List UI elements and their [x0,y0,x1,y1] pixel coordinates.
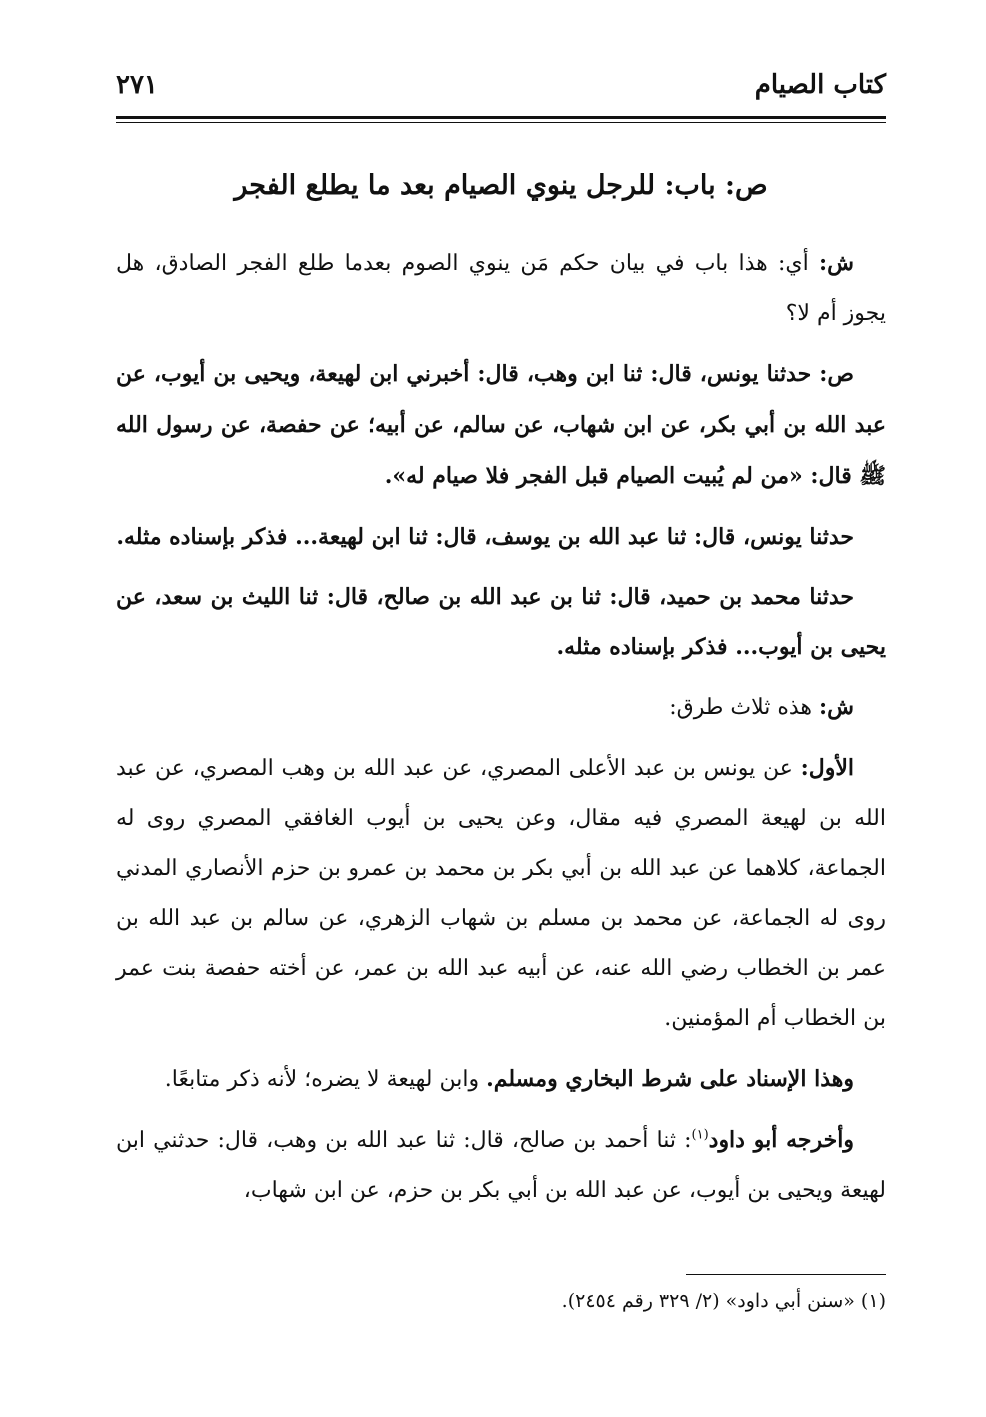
chapter-heading: ص: باب: للرجل ينوي الصيام بعد ما يطلع الفجر [234,170,768,201]
paragraph-lead: الأول: [800,755,854,781]
footnote-separator [686,1274,886,1275]
paragraph-text: أي: هذا باب في بيان حكم مَن ينوي الصوم بعدما طلع الفجر الصادق، هل يجوز أم لا؟ [116,251,886,326]
paragraph [116,512,886,562]
running-header [116,62,886,116]
paragraph-lead: وأخرجه أبو داود [708,1127,854,1153]
paragraph-lead: ش: [819,694,854,720]
book-page [116,62,886,1382]
paragraph [116,1115,886,1216]
body-text [116,238,886,1226]
footnote: (١) «سنن أبي داود» (٢/ ٣٢٩ رقم ٢٤٥٤). [561,1290,886,1312]
book-title: كتاب الصيام [754,70,886,100]
paragraph [116,572,886,672]
paragraph-text: حدثنا يونس، قال: ثنا ابن وهب، قال: أخبرني ابن لهيعة، ويحيى بن أيوب، عن عبد الله بن أبي بكر، عن ابن شهاب، عن سالم، عن أبيه؛ عن حفصة، عن رسول الله ﷺ قال: «من لم يُبيت الصيام قبل الفجر فلا صيام له». [116,361,886,489]
paragraph-text: عن يونس بن عبد الأعلى المصري، عن عبد الله بن وهب المصري، عن عبد الله بن لهيعة المصري فيه مقال، وعن يحيى بن أيوب الغافقي المصري روى له الجماعة، كلاهما عن عبد الله بن أبي بكر بن محمد بن عمرو بن حزم الأنصاري المدني روى له الجماعة، عن محمد بن مسلم بن شهاب الزهري، عن سالم بن عبد الله بن عمر بن الخطاب رضي الله عنه، عن أبيه عبد الله بن عمر، عن أخته حفصة بنت عمر بن الخطاب أم المؤمنين. [116,756,886,1031]
paragraph [116,682,886,733]
header-rule-thin [116,122,886,123]
paragraph-text: حدثنا يونس، قال: ثنا عبد الله بن يوسف، قال: ثنا ابن لهيعة... فذكر بإسناده مثله. [116,524,854,550]
paragraph-lead: ص: [819,361,854,387]
paragraph-text: حدثنا محمد بن حميد، قال: ثنا بن عبد الله بن صالح، قال: ثنا الليث بن سعد، عن يحيى بن أيوب... فذكر بإسناده مثله. [116,584,886,660]
paragraph-lead: وهذا الإسناد على شرط البخاري ومسلم. [486,1066,854,1092]
footnote-ref[interactable]: (١) [691,1127,709,1143]
header-rule-thick [116,116,886,119]
paragraph [116,1054,886,1105]
paragraph-text: هذه ثلاث طرق: [669,695,820,720]
paragraph [116,743,886,1044]
paragraph-text: : ثنا أحمد بن صالح، قال: ثنا عبد الله بن وهب، قال: حدثني ابن لهيعة ويحيى بن أيوب، عن عبد الله بن أبي بكر بن حزم، عن ابن شهاب، [116,1128,886,1203]
paragraph [116,238,886,339]
page-number: ٢٧١ [116,70,158,100]
paragraph-lead: ش: [819,250,854,276]
paragraph-text: وابن لهيعة لا يضره؛ لأنه ذكر متابعًا. [164,1067,487,1092]
paragraph [116,349,886,502]
